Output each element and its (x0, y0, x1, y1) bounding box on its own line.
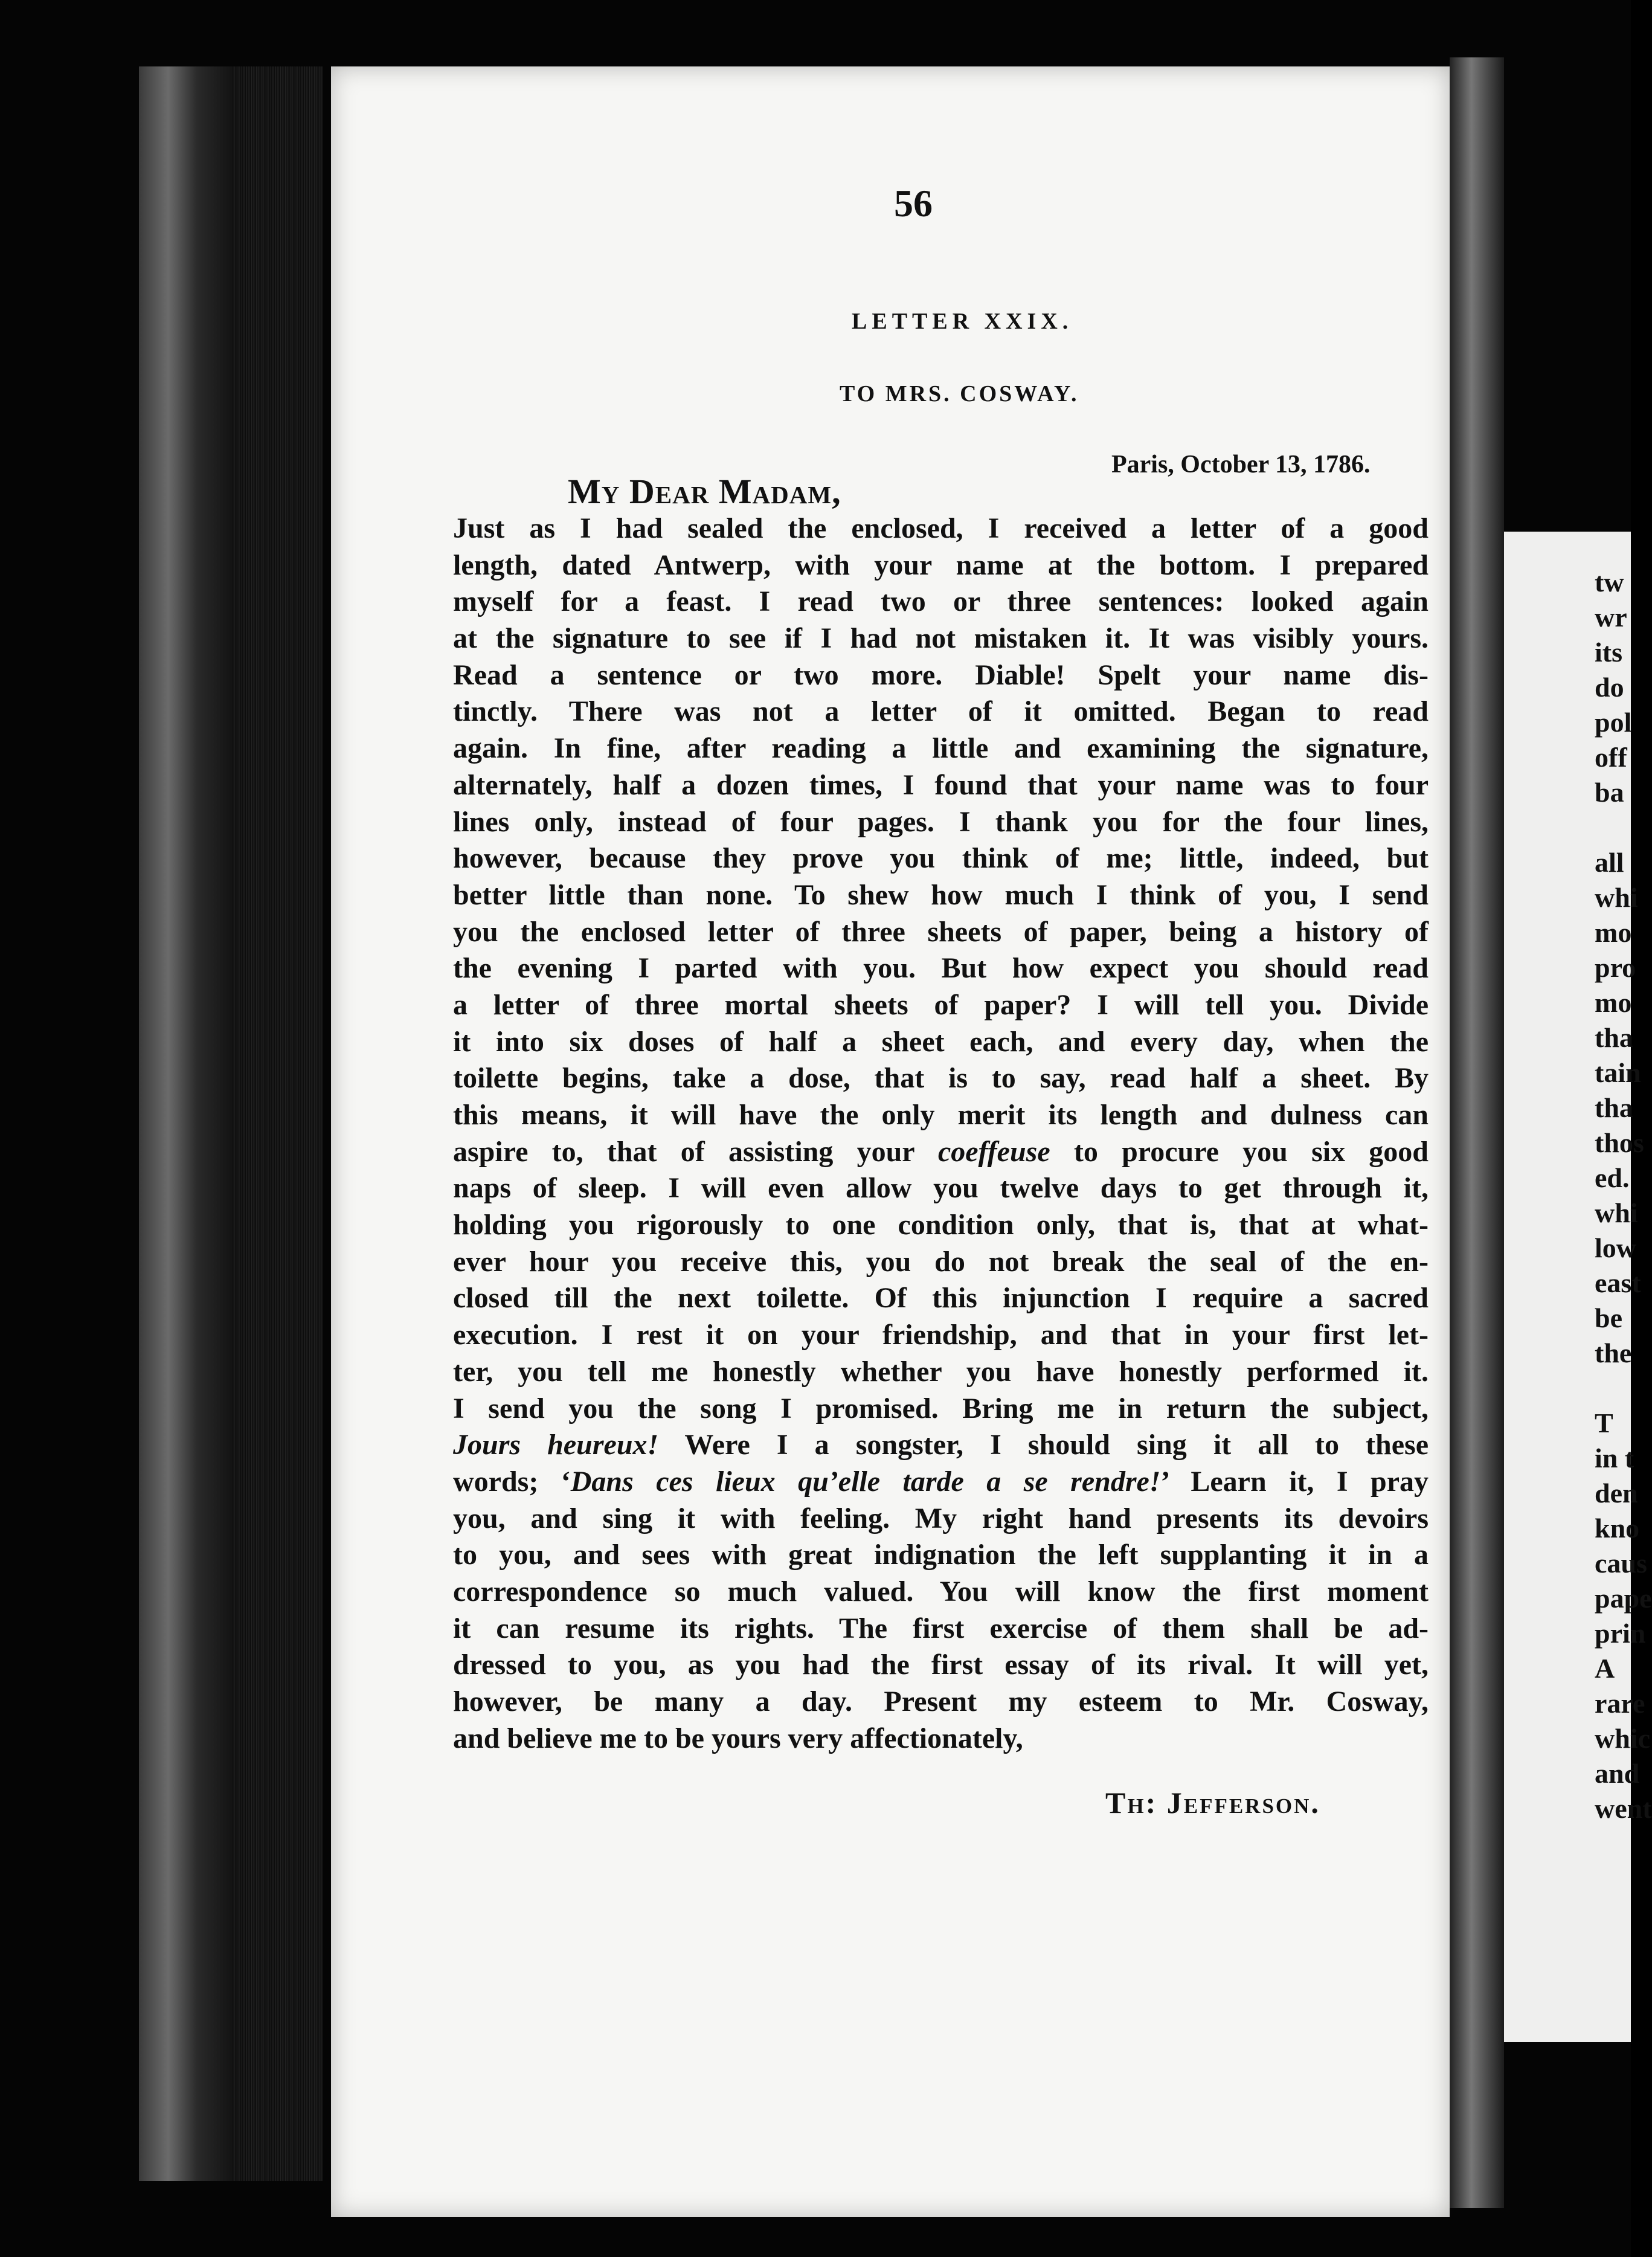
facing-page-fragment: pro (1595, 952, 1636, 983)
facing-page-text-fragments (1595, 565, 1652, 1826)
page-gutter-shadow (1450, 57, 1504, 2208)
book-spine-edge (233, 66, 323, 2181)
left-margin-shadow (139, 66, 236, 2181)
facing-page-fragment: A (1595, 1653, 1615, 1684)
letter-heading: LETTER XXIX. (852, 309, 1073, 334)
facing-page-fragment: whi (1595, 882, 1638, 913)
facing-page-fragment: tw (1595, 567, 1624, 597)
facing-page-fragment (1595, 1371, 1631, 1406)
body-line: I send you the song I promised. Bring me in return the subject, (453, 1392, 1429, 1425)
facing-page-fragment (1595, 810, 1631, 845)
facing-page-fragment: the (1595, 1338, 1632, 1368)
body-line: however, because they prove you think of me; little, indeed, but (453, 842, 1429, 875)
body-line: ever hour you receive this, you do not break the seal of the en- (453, 1245, 1429, 1278)
facing-page-fragment: and (1595, 1758, 1640, 1789)
body-line: it into six doses of half a sheet each, and every day, when the (453, 1025, 1429, 1058)
body-line: aspire to, that of assisting your coeffeuse to procure you six good (453, 1135, 1429, 1168)
body-line: and believe me to be yours very affectionately, (453, 1722, 1023, 1754)
facing-page-fragment: mo (1595, 987, 1632, 1018)
facing-page-fragment: went (1595, 1793, 1652, 1824)
facing-page-fragment: den (1595, 1478, 1638, 1508)
body-line: ter, you tell me honestly whether you have honestly performed it. (453, 1355, 1429, 1388)
body-line: Just as I had sealed the enclosed, I received a letter of a good (453, 512, 1429, 544)
facing-page-fragment: prin (1595, 1618, 1646, 1649)
facing-page-fragment: low (1595, 1232, 1636, 1263)
body-line: again. In fine, after reading a little and examining the signature, (453, 732, 1429, 765)
facing-page-fragment: ed. (1595, 1162, 1630, 1193)
facing-page-fragment: thos (1595, 1127, 1644, 1158)
body-line: correspondence so much valued. You will know the first moment (453, 1575, 1429, 1608)
body-line: you the enclosed letter of three sheets of paper, being a history of (453, 915, 1429, 948)
body-line: dressed to you, as you had the first essay of its rival. It will yet, (453, 1649, 1429, 1681)
facing-page-fragment: mo (1595, 917, 1632, 948)
facing-page-fragment: tain (1595, 1057, 1641, 1088)
body-line: you, and sing it with feeling. My right hand presents its devoirs (453, 1502, 1429, 1534)
facing-page-fragment: pape (1595, 1583, 1652, 1614)
facing-page-fragment: whi (1595, 1197, 1638, 1228)
letter-recipient: TO MRS. COSWAY. (840, 381, 1079, 407)
body-line: words; ‘Dans ces lieux qu’elle tarde a se rendre!’ Learn it, I pray (453, 1465, 1429, 1498)
body-line: alternately, half a dozen times, I found that your name was to four (453, 768, 1429, 801)
body-line: length, dated Antwerp, with your name at the bottom. I prepared (453, 549, 1429, 581)
facing-page-fragment: whic (1595, 1723, 1650, 1754)
facing-page-fragment: off (1595, 742, 1627, 773)
facing-page-fragment: tha (1595, 1022, 1633, 1053)
facing-page-fragment: all (1595, 847, 1624, 878)
facing-page-fragment: in t (1595, 1443, 1634, 1473)
body-line: holding you rigorously to one condition only, that is, that at what- (453, 1209, 1429, 1241)
body-line: closed till the next toilette. Of this injunction I require a sacred (453, 1282, 1429, 1315)
facing-page-fragment: wr (1595, 602, 1627, 633)
body-line: at the signature to see if I had not mistaken it. It was visibly yours. (453, 622, 1429, 655)
body-line: execution. I rest it on your friendship, and that in your first let- (453, 1319, 1429, 1351)
body-line: Jours heureux! Were I a songster, I should sing it all to these (453, 1429, 1429, 1461)
facing-page-fragment: kno (1595, 1513, 1640, 1544)
body-line: it can resume its rights. The first exercise of them shall be ad- (453, 1612, 1429, 1644)
facing-page-fragment: be (1595, 1302, 1622, 1333)
letter-dateline: Paris, October 13, 1786. (1111, 451, 1371, 478)
facing-page-fragment: caus (1595, 1548, 1647, 1579)
body-line: Read a sentence or two more. Diable! Spelt your name dis- (453, 658, 1429, 691)
body-line: naps of sleep. I will even allow you twelve days to get through it, (453, 1172, 1429, 1205)
facing-page-fragment: east (1595, 1267, 1641, 1298)
facing-page-fragment: pol (1595, 707, 1632, 738)
facing-page-fragment: do (1595, 672, 1624, 703)
page-number: 56 (894, 182, 933, 225)
body-line: better little than none. To shew how much I think of you, I send (453, 878, 1429, 911)
facing-page-fragment: its (1595, 637, 1622, 668)
facing-page-fragment: rare (1595, 1688, 1645, 1719)
letter-body (453, 510, 1429, 1757)
facing-page-fragment: tha (1595, 1092, 1633, 1123)
body-line: a letter of three mortal sheets of paper? I will tell you. Divide (453, 988, 1429, 1021)
body-line: the evening I parted with you. But how expect you should read (453, 952, 1429, 985)
facing-page-fragment: ba (1595, 777, 1624, 808)
body-line: myself for a feast. I read two or three sentences: looked again (453, 585, 1429, 618)
body-line: this means, it will have the only merit its length and dulness can (453, 1099, 1429, 1131)
facing-page-fragment: T (1595, 1408, 1613, 1438)
letter-signature: Th: Jefferson. (1105, 1786, 1320, 1820)
body-line: to you, and sees with great indignation the left supplanting it in a (453, 1539, 1429, 1571)
letter-salutation: My Dear Madam, (568, 472, 841, 511)
body-line: however, be many a day. Present my esteem to Mr. Cosway, (453, 1686, 1429, 1718)
body-line: tinctly. There was not a letter of it omitted. Began to read (453, 695, 1429, 728)
body-line: lines only, instead of four pages. I thank you for the four lines, (453, 805, 1429, 838)
body-line: toilette begins, take a dose, that is to say, read half a sheet. By (453, 1062, 1429, 1095)
